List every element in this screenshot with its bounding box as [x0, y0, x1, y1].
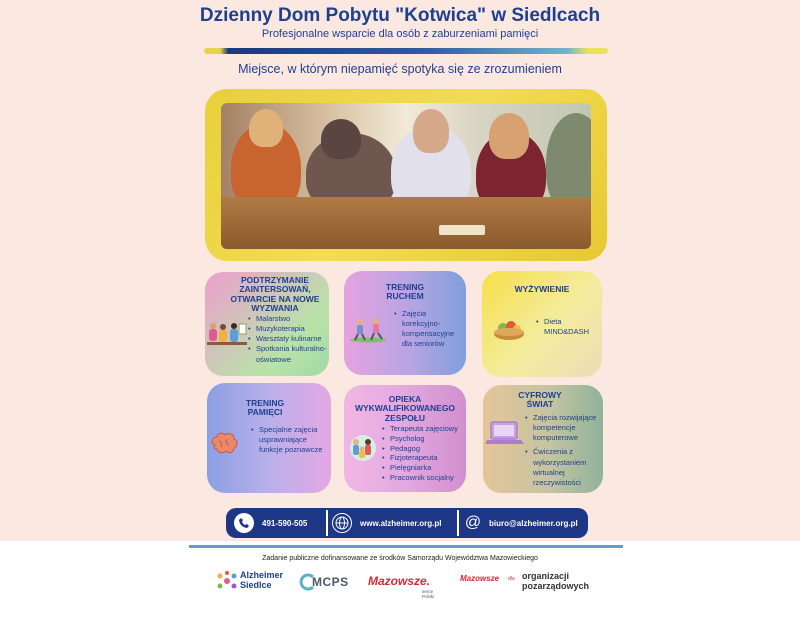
card-title: TRENING RUCHEM	[385, 282, 425, 302]
mcps-logo-text: MCPS	[312, 575, 349, 589]
contact-divider	[326, 510, 328, 536]
funding-note: Zadanie publiczne dofinansowane ze środków Samorządu Województwa Mazowieckiego	[262, 555, 538, 562]
header-divider-bar	[204, 48, 608, 54]
alzheimer-logo-text: Alzheimer	[240, 570, 284, 580]
at-sign-icon: @	[464, 514, 482, 531]
list-item: • Terapeuta zajęciowy	[382, 424, 466, 434]
card-movement	[344, 271, 466, 375]
mazowsze-logo	[368, 574, 446, 599]
phone-contact[interactable]	[234, 508, 307, 538]
alzheimer-siedlce-logo	[216, 569, 288, 593]
laptop-icon	[485, 419, 525, 447]
tagline: Miejsce, w którym niepamięć spotyka się ze zrozumieniem	[238, 62, 562, 76]
alzheimer-logo-icon	[216, 570, 238, 592]
mazowsze-logo-text: Mazowsze.	[368, 574, 431, 588]
ngo-mazowsze-logo	[460, 572, 610, 596]
mcps-logo	[298, 571, 350, 593]
card-list	[248, 314, 328, 365]
siedlce-logo-text: Siedlce	[240, 580, 272, 590]
list-item: • Malarstwo	[248, 314, 328, 324]
card-title: CYFROWY ŚWIAT	[518, 390, 562, 410]
list-item: • Muzykoterapia	[248, 324, 328, 334]
email-link[interactable]: biuro@alzheimer.org.pl	[489, 518, 578, 528]
list-item: • Specjalne zajęcia usprawniające funkcje poznawcze	[251, 425, 323, 455]
card-title: TRENING PAMIĘCI	[245, 398, 285, 418]
card-list	[382, 424, 466, 483]
mazowsze-slogan: serce Polski	[422, 589, 435, 599]
list-item: • Spotkania kulturalno-oświatowe	[248, 344, 328, 364]
list-item: • Fizjoterapeuta	[382, 453, 466, 463]
website-link[interactable]: www.alzheimer.org.pl	[360, 518, 442, 528]
email-contact[interactable]	[463, 508, 578, 538]
card-list	[394, 309, 462, 350]
contact-divider	[457, 510, 459, 536]
list-item: • Warsztaty kulinarne	[248, 334, 328, 344]
list-item: • Dieta MIND&DASH	[536, 317, 600, 337]
brain-icon	[209, 431, 239, 457]
ngo-dla-text: dla	[508, 576, 515, 582]
card-nutrition	[482, 271, 602, 377]
page-subtitle: Profesjonalne wsparcie dla osób z zaburzeniami pamięci	[261, 28, 539, 40]
card-interests	[205, 272, 329, 376]
card-title: OPIEKA WYKWALIFIKOWANEGO ZESPOŁU	[354, 394, 456, 423]
page-title: Dzienny Dom Pobytu "Kotwica" w Siedlcach	[199, 5, 601, 26]
list-item: • Ćwiczenia z wykorzystaniem wirtualnej rzeczywistości	[525, 447, 603, 488]
contact-bar	[226, 508, 588, 538]
card-list	[525, 413, 603, 488]
list-item: • Zajęcia rozwijające kompetencje komputerowe	[525, 413, 603, 443]
card-list	[251, 425, 323, 455]
list-item: • Zajęcia korekcyjno-kompensacyjne dla seniorów	[394, 309, 462, 350]
painting-people-icon	[207, 320, 247, 348]
table	[221, 197, 591, 249]
card-memory	[207, 383, 331, 493]
exercising-seniors-icon	[348, 317, 388, 343]
ngo-line1-text: organizacji	[522, 571, 570, 581]
phone-icon	[234, 513, 254, 533]
card-title: WYŻYWIENIE	[514, 284, 570, 294]
list-item: • Pedagog	[382, 444, 466, 454]
website-contact[interactable]	[332, 508, 442, 538]
ngo-line2-text: pozarządowych	[522, 581, 590, 591]
photo-frame	[205, 89, 607, 261]
card-title: PODTRZYMANIE ZAINTERSOWAŃ, OTWARCIE NA NOWE WYZWANIA	[230, 275, 320, 314]
list-item: • Psycholog	[382, 434, 466, 444]
seniors-playing-chess-photo	[221, 103, 591, 249]
phone-number: 491-590-505	[262, 518, 308, 528]
food-bowl-icon	[492, 317, 526, 341]
card-care-team	[344, 385, 466, 492]
list-item: • Pielęgniarka	[382, 463, 466, 473]
care-team-icon	[346, 433, 380, 463]
globe-icon	[332, 513, 352, 533]
card-list	[536, 317, 600, 337]
footer-divider	[189, 545, 623, 548]
card-digital	[483, 385, 603, 493]
ngo-mazowsze-text: Mazowsze	[460, 574, 500, 583]
list-item: • Pracownik socjalny	[382, 473, 466, 483]
